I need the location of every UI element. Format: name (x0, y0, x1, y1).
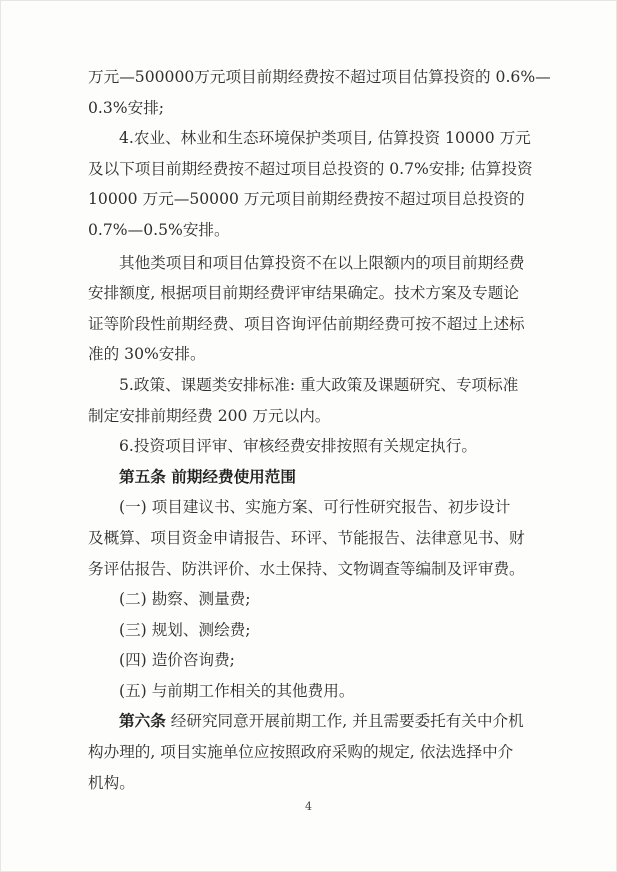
text-line: 4.农业、林业和生态环境保护类项目, 估算投资 10000 万元 (119, 129, 531, 148)
text-line: 5.政策、课题类安排标准: 重大政策及课题研究、专项标准 (119, 375, 519, 394)
list-item: (三) 规划、测绘费; (119, 620, 251, 639)
text-line: 6.投资项目评审、审核经费安排按照有关规定执行。 (119, 437, 477, 456)
text-line: 其他类项目和项目估算投资不在以上限额内的项目前期经费 (119, 253, 525, 272)
list-item: (四) 造价咨询费; (119, 651, 235, 670)
text-line: 及以下项目前期经费按不超过项目总投资的 0.7%安排; 估算投资 (88, 159, 533, 178)
text-line: 准的 30%安排。 (88, 345, 206, 364)
text-line: 0.7%—0.5%安排。 (88, 220, 230, 239)
article-text: 经研究同意开展前期工作, 并且需要委托有关中介机 (170, 712, 524, 731)
article-label: 第六条 (119, 711, 166, 731)
text-line: (一) 项目建议书、实施方案、可行性研究报告、初步设计 (119, 498, 511, 517)
text-line: 万元—500000万元项目前期经费按不超过项目估算投资的 0.6%— (88, 68, 551, 86)
text-line: 务评估报告、防洪评价、水土保持、文物调查等编制及评审费。 (88, 559, 525, 578)
text-line: 10000 万元—50000 万元项目前期经费按不超过项目总投资的 (88, 190, 525, 209)
text-line: 0.3%安排; (88, 98, 165, 117)
text-line: 构办理的, 项目实施单位应按照政府采购的规定, 依法选择中介 (88, 743, 514, 762)
document-body (88, 62, 558, 798)
text-line (88, 706, 558, 737)
page-number: 4 (305, 800, 312, 813)
text-line: 机构。 (88, 773, 135, 792)
list-item: (五) 与前期工作相关的其他费用。 (119, 681, 355, 700)
text-line: 证等阶段性前期经费、项目咨询评估前期经费可按不超过上述标 (88, 314, 525, 333)
section-heading: 第五条 前期经费使用范围 (119, 466, 296, 486)
list-item: (二) 勘察、测量费; (119, 590, 251, 609)
text-line: 安排额度, 根据项目前期经费评审结果确定。技术方案及专题论 (88, 284, 519, 303)
text-line: 及概算、项目资金申请报告、环评、节能报告、法律意见书、财 (88, 528, 525, 547)
text-line: 制定安排前期经费 200 万元以内。 (88, 406, 331, 425)
